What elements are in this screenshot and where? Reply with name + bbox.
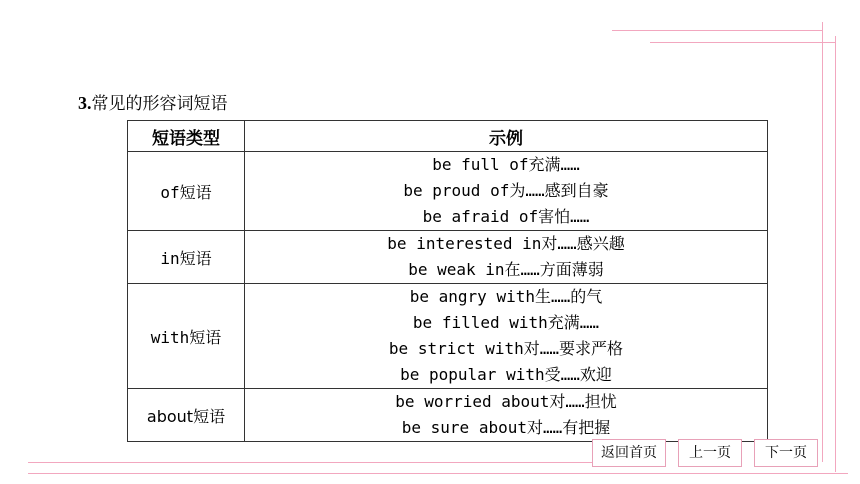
example-line: be full of充满…… <box>432 155 580 174</box>
type-cell: of短语 <box>128 152 245 231</box>
decor-line-bottom-2 <box>28 473 848 474</box>
example-line: be weak in在……方面薄弱 <box>408 260 604 279</box>
home-button[interactable]: 返回首页 <box>592 439 666 467</box>
table-header-row <box>128 121 768 152</box>
table-row-of <box>128 152 768 231</box>
example-line: be filled with充满…… <box>412 313 600 332</box>
section-title-text: 常见的形容词短语 <box>91 94 228 114</box>
type-cell: about短语 <box>128 389 245 442</box>
decor-line-bottom <box>28 462 628 463</box>
examples-cell <box>245 231 768 284</box>
prev-page-button[interactable]: 上一页 <box>678 439 742 467</box>
decor-line-right <box>822 22 823 462</box>
example-line: be interested in对……感兴趣 <box>387 234 625 253</box>
decor-line-top <box>612 30 822 31</box>
examples-cell <box>245 389 768 442</box>
examples-cell <box>245 152 768 231</box>
table-row-about <box>128 389 768 442</box>
example-line: be strict with对……要求严格 <box>388 339 624 358</box>
example-line: be sure about对……有把握 <box>401 418 611 437</box>
examples-cell <box>245 284 768 389</box>
example-line: be afraid of害怕…… <box>422 207 590 226</box>
table-row-in <box>128 231 768 284</box>
example-line: be popular with受……欢迎 <box>400 365 612 384</box>
table-row-with <box>128 284 768 389</box>
decor-line-right-2 <box>835 36 836 472</box>
example-line: be angry with生……的气 <box>409 287 603 306</box>
section-title <box>78 92 228 115</box>
next-page-button[interactable]: 下一页 <box>754 439 818 467</box>
type-cell: with短语 <box>128 284 245 389</box>
example-line: be worried about对……担忧 <box>395 392 617 411</box>
example-line: be proud of为……感到自豪 <box>403 181 609 200</box>
header-type: 短语类型 <box>128 121 245 152</box>
header-examples: 示例 <box>245 121 768 152</box>
phrase-table <box>127 120 768 442</box>
type-cell: in短语 <box>128 231 245 284</box>
section-number: 3. <box>78 93 92 113</box>
decor-line-top-2 <box>650 42 835 43</box>
